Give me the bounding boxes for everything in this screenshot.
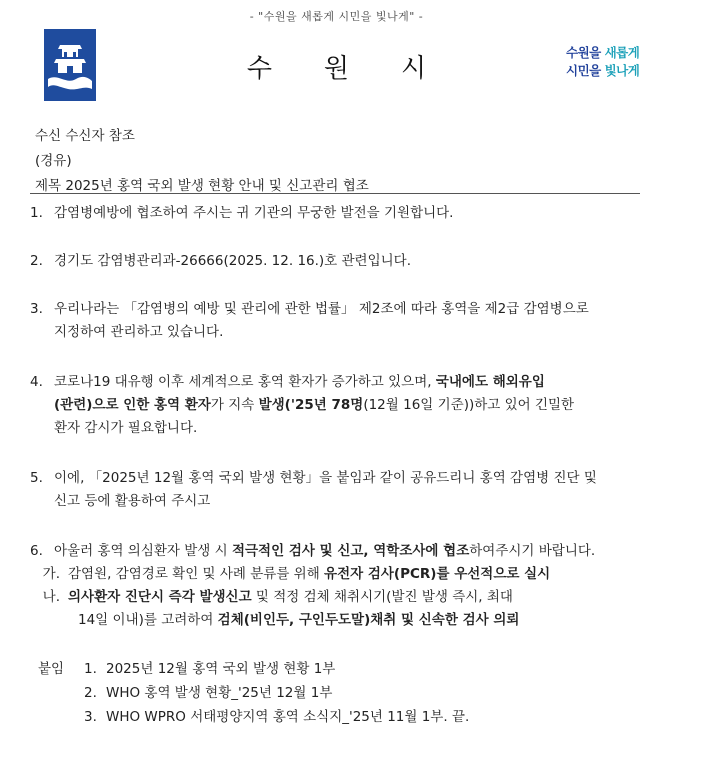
paragraph-text: 환자 감시가 필요합니다.	[54, 420, 198, 436]
paragraph-text: 감염병예방에 협조하여 주시는 귀 기관의 무궁한 발전을 기원합니다.	[54, 205, 454, 221]
paragraph-text: 이에, 「2025년 12월 홍역 국외 발생 현황」을 붙임과 같이 공유드리니 홍역 감염병 진단 및	[54, 470, 597, 486]
paragraph-2	[30, 250, 645, 273]
attachment-number: 2.	[84, 685, 97, 701]
paragraph-text: 우리나라는 「감염병의 예방 및 관리에 관한 법률」 제2조에 따라 홍역을 제2급 감염병으로	[54, 301, 589, 317]
paragraph-text: (관련)으로 인한 홍역 환자가 지속 발생('25년 78명(12월 16일 기준))하고 있어 긴밀한	[54, 397, 575, 413]
paragraph-text: 신고 등에 활용하여 주시고	[54, 493, 211, 509]
attachment-item: WHO 홍역 발생 현황_'25년 12월 1부	[106, 685, 333, 701]
sub-item-number: 가.	[42, 566, 60, 582]
paragraph-5	[30, 467, 645, 513]
attachments-label: 붙임	[38, 661, 65, 677]
attachment-item: 2025년 12월 홍역 국외 발생 현황 1부	[106, 661, 336, 677]
paragraph-1	[30, 202, 645, 225]
paragraph-4	[30, 371, 645, 440]
slogan-text: 수원을	[566, 45, 605, 60]
organization-name: 수원시	[246, 54, 479, 84]
attachments	[38, 657, 638, 729]
paragraph-3	[30, 298, 645, 344]
recipient-line: 수신 수신자 참조	[35, 128, 135, 144]
paragraph-number: 5.	[30, 470, 43, 486]
sub-item-na	[30, 586, 645, 609]
paragraph-number: 1.	[30, 205, 43, 221]
attachment-item: WHO WPRO 서태평양지역 홍역 소식지_'25년 11월 1부. 끝.	[106, 709, 470, 725]
paragraph-text: 경기도 감염병관리과-26666(2025. 12. 16.)호 관련입니다.	[54, 253, 412, 269]
sub-item-text: 의사환자 진단시 즉각 발생신고 및 적정 검체 채취시기(발진 발생 즉시, 최대	[68, 589, 513, 605]
sub-item-number: 나.	[42, 589, 60, 605]
paragraph-text: 지정하여 관리하고 있습니다.	[54, 324, 224, 340]
city-slogan-logo	[566, 44, 642, 80]
slogan-text: 시민을	[566, 63, 605, 78]
city-motto: - "수원을 새롭게 시민을 빛나게" -	[249, 10, 424, 23]
subject-line: 제목 2025년 홍역 국외 발생 현황 안내 및 신고관리 협조	[35, 178, 369, 194]
via-line: (경유)	[35, 153, 72, 169]
paragraph-number: 4.	[30, 374, 43, 390]
sub-item-ga	[30, 563, 645, 586]
slogan-text: 빛나게	[604, 63, 640, 78]
attachment-number: 3.	[84, 709, 97, 725]
paragraph-text: 코로나19 대유행 이후 세계적으로 홍역 환자가 증가하고 있으며, 국내에도 해외유입	[54, 374, 545, 390]
sub-item-text: 감염원, 감염경로 확인 및 사례 분류를 위해 유전자 검사(PCR)를 우선적으로 실시	[68, 566, 551, 582]
paragraph-number: 3.	[30, 301, 43, 317]
attachment-number: 1.	[84, 661, 97, 677]
paragraph-number: 2.	[30, 253, 43, 269]
paragraph-number: 6.	[30, 543, 43, 559]
paragraph-text: 아울러 홍역 의심환자 발생 시 적극적인 검사 및 신고, 역학조사에 협조하여주시기 바랍니다.	[54, 543, 596, 559]
slogan-text: 새롭게	[604, 45, 640, 60]
paragraph-6	[30, 540, 645, 632]
header-divider	[30, 193, 640, 194]
sub-item-text: 14일 이내)를 고려하여 검체(비인두, 구인두도말)채취 및 신속한 검사 의뢰	[78, 612, 520, 628]
